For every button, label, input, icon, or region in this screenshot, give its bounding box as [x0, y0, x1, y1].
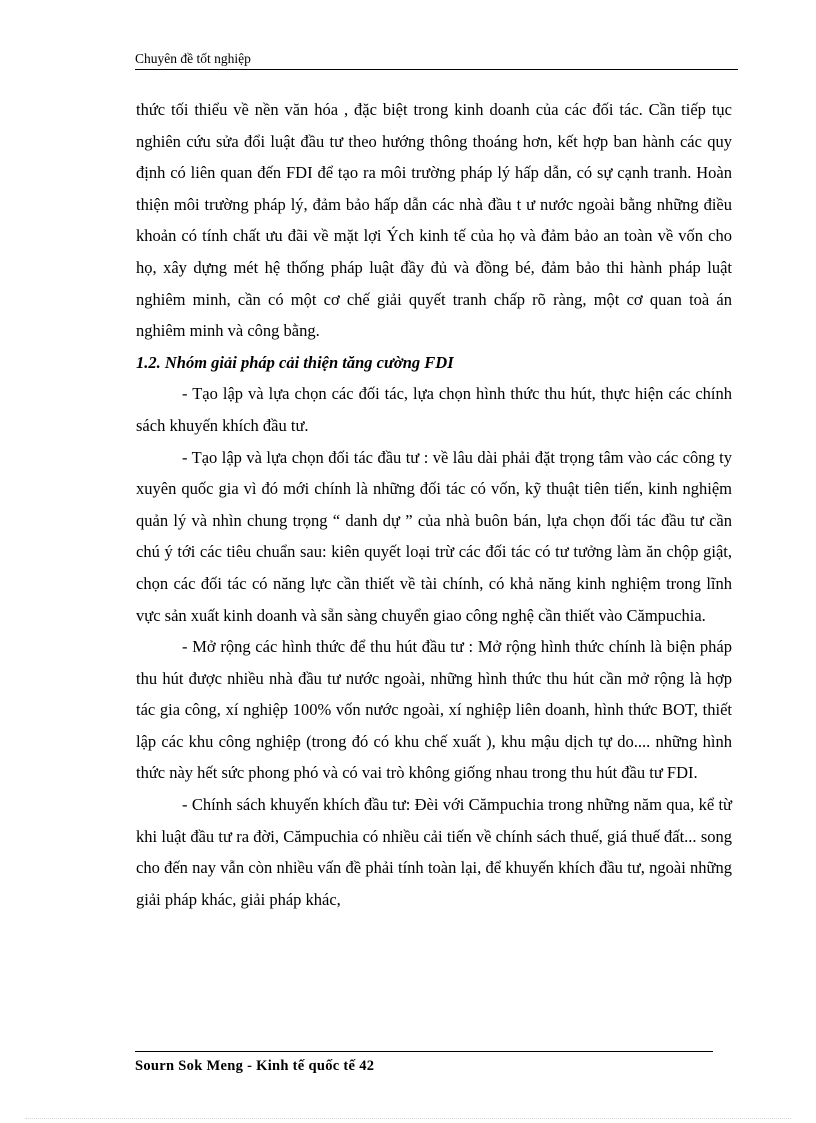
section-heading: 1.2. Nhóm giải pháp cải thiện tăng cường FDI: [136, 352, 454, 372]
paragraph-5: - Chính sách khuyến khích đầu tư: Đèi với Cămpuchia trong những năm qua, kể từ khi luật đầu tư ra đời, Cămpuchia có nhiều cải tiến về chính sách thuế, giá thuế đất... song cho đến nay vẫn còn nhiều vấn đề phải tính toàn lại, để khuyến khích đầu tư, ngoài những giải pháp khác, giải pháp khác,: [136, 795, 732, 909]
page-header-title: Chuyên đề tốt nghiệp: [135, 51, 251, 66]
footer-author: Sourn Sok Meng - Kinh tế quốc tế 42: [135, 1058, 375, 1074]
paragraph-4: - Mở rộng các hình thức để thu hút đầu tư : Mở rộng hình thức chính là biện pháp thu hút được nhiều nhà đầu tư nước ngoài, những hình thức thu hút cần mở rộng là hợp tác gia công, xí nghiệp 100% vốn nước ngoài, xí nghiệp liên doanh, hình thức BOT, thiết lập các khu công nghiệp (trong đó có khu chế xuất ), khu mậu dịch tự do.... những hình thức này hết sức phong phó và có vai trò không giống nhau trong thu hút đầu tư FDI.: [136, 637, 732, 783]
paragraph-1: thức tối thiểu về nền văn hóa , đặc biệt trong kinh doanh của các đối tác. Cần tiếp tục nghiên cứu sửa đổi luật đầu tư theo hướng thông thoáng hơn, kết hợp ban hành các quy định có liên quan đến FDI để tạo ra môi trường pháp lý hấp dẫn, có sự cạnh tranh. Hoàn thiện môi trường pháp lý, đảm bảo hấp dẫn các nhà đầu t ư nước ngoài bằng những điều khoản có tính chất ưu đãi về mặt lợi Ých kinh tế của họ và đảm bảo an toàn về vốn cho họ, xây dựng mét hệ thống pháp luật đầy đủ và đồng bé, đảm bảo thi hành pháp luật nghiêm minh, cần có một cơ chế giải quyết tranh chấp rõ ràng, một cơ quan toà án nghiêm minh và công bằng.: [136, 100, 732, 341]
paragraph-3: - Tạo lập và lựa chọn đối tác đầu tư : về lâu dài phải đặt trọng tâm vào các công ty xuyên quốc gia vì đó mới chính là những đối tác có vốn, kỹ thuật tiên tiến, kinh nghiệm quản lý và nhìn chung trọng “ danh dự ” của nhà buôn bán, lựa chọn đối tác đầu tư cần chú ý tới các tiêu chuẩn sau: kiên quyết loại trừ các đối tác có tư tưởng làm ăn chộp giật, chọn các đối tác có năng lực cần thiết về tài chính, có khả năng kinh nghiệm trong lĩnh vực sản xuất kinh doanh và sẵn sàng chuyển giao công nghệ cần thiết vào Cămpuchia.: [136, 447, 732, 625]
header-divider: [135, 69, 738, 70]
paragraph-2: - Tạo lập và lựa chọn các đối tác, lựa chọn hình thức thu hút, thực hiện các chính sách khuyến khích đầu tư.: [136, 384, 732, 435]
document-body: [136, 94, 732, 915]
footer-divider: [135, 1051, 713, 1052]
page-bottom-edge: [25, 1118, 791, 1119]
